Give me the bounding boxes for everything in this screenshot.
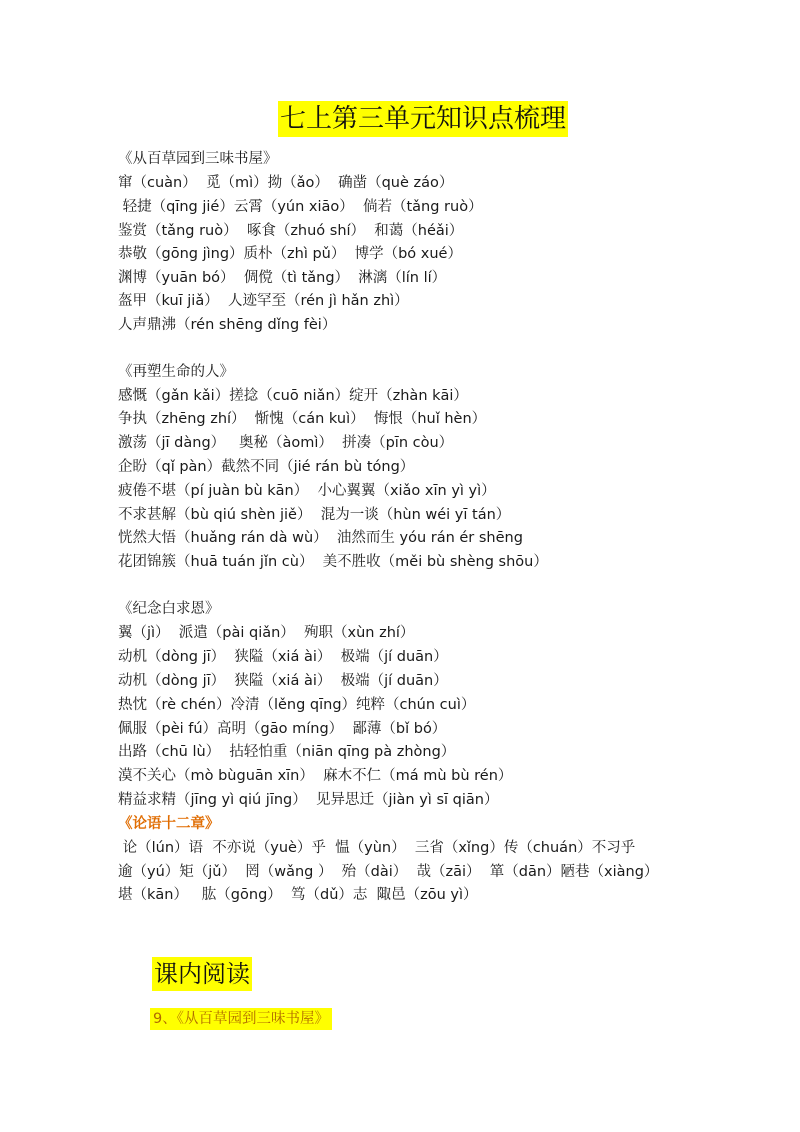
vocab-line: 窜（cuàn） 觅（mì）拗（ǎo） 确凿（què záo） [118, 175, 454, 191]
vocab-line: 争执（zhēng zhí） 惭愧（cán kuì） 悔恨（huǐ hèn） [118, 411, 487, 427]
vocab-line: 动机（dòng jī） 狭隘（xiá ài） 极端（jí duān） [118, 649, 448, 665]
section-heading: 课内阅读 [152, 957, 252, 991]
vocab-line: 疲倦不堪（pí juàn bù kān） 小心翼翼（xiǎo xīn yì yì） [118, 483, 496, 499]
vocab-line: 恭敬（gōng jìng）质朴（zhì pǔ） 博学（bó xué） [118, 246, 462, 262]
vocab-line: 动机（dòng jī） 狭隘（xiá ài） 极端（jí duān） [118, 673, 448, 689]
reading-subheading: 9、《从百草园到三味书屋》 [150, 1008, 332, 1030]
vocab-line: 精益求精（jīng yì qiú jīng） 见异思迁（jiàn yì sī qiān） [118, 792, 499, 808]
lesson-title-lunyu: 《论语十二章》 [118, 816, 220, 832]
page-title: 七上第三单元知识点梳理 [278, 101, 568, 137]
vocab-line: 盔甲（kuī jiǎ） 人迹罕至（rén jì hǎn zhì） [118, 293, 409, 309]
vocab-line: 恍然大悟（huǎng rán dà wù） 油然而生 yóu rán ér shēng [118, 530, 523, 546]
vocab-line: 出路（chū lù） 拈轻怕重（niān qīng pà zhòng） [118, 744, 456, 760]
vocab-line: 热忱（rè chén）冷清（lěng qīng）纯粹（chún cuì） [118, 697, 476, 713]
vocab-line: 翼（jì） 派遣（pài qiǎn） 殉职（xùn zhí） [118, 625, 415, 641]
vocab-line: 激荡（jī dàng） 奥秘（àomì） 拼凑（pīn còu） [118, 435, 454, 451]
vocab-line: 漠不关心（mò bùguān xīn） 麻木不仁（má mù bù rén） [118, 768, 513, 784]
vocab-line: 花团锦簇（huā tuán jǐn cù） 美不胜收（měi bù shèng shōu） [118, 554, 548, 570]
vocab-line: 鉴赏（tǎng ruò） 啄食（zhuó shí） 和蔼（héǎi） [118, 223, 464, 239]
vocab-line: 人声鼎沸（rén shēng dǐng fèi） [118, 317, 337, 333]
vocab-line: 企盼（qǐ pàn）截然不同（jié rán bù tóng） [118, 459, 415, 475]
vocab-line: 轻捷（qīng jié）云霄（yún xiāo） 倘若（tǎng ruò） [118, 199, 483, 215]
vocab-line: 佩服（pèi fú）高明（gāo míng） 鄙薄（bǐ bó） [118, 721, 447, 737]
analects-line: 逾（yú）矩（jǔ） 罔（wǎng ） 殆（dài） 哉（zāi） 箪（dān）陋巷（xiàng） [118, 864, 659, 880]
vocab-line: 渊博（yuān bó） 倜傥（tì tǎng） 淋漓（lín lí） [118, 270, 447, 286]
vocab-line: 感慨（gǎn kǎi）搓捻（cuō niǎn）绽开（zhàn kāi） [118, 388, 468, 404]
lesson-title-baicaoyuan: 《从百草园到三味书屋》 [118, 151, 278, 167]
vocab-line: 不求甚解（bù qiú shèn jiě） 混为一谈（hùn wéi yī tán） [118, 507, 511, 523]
lesson-title-baiqiuen: 《纪念白求恩》 [118, 601, 220, 617]
analects-line: 论（lún）语 不亦说（yuè）乎 愠（yùn） 三省（xǐng）传（chuán）不习乎 [118, 840, 636, 856]
analects-line: 堪（kān） 肱（gōng） 笃（dǔ）志 陬邑（zōu yì） [118, 887, 478, 903]
lesson-title-zaisu: 《再塑生命的人》 [118, 364, 234, 380]
